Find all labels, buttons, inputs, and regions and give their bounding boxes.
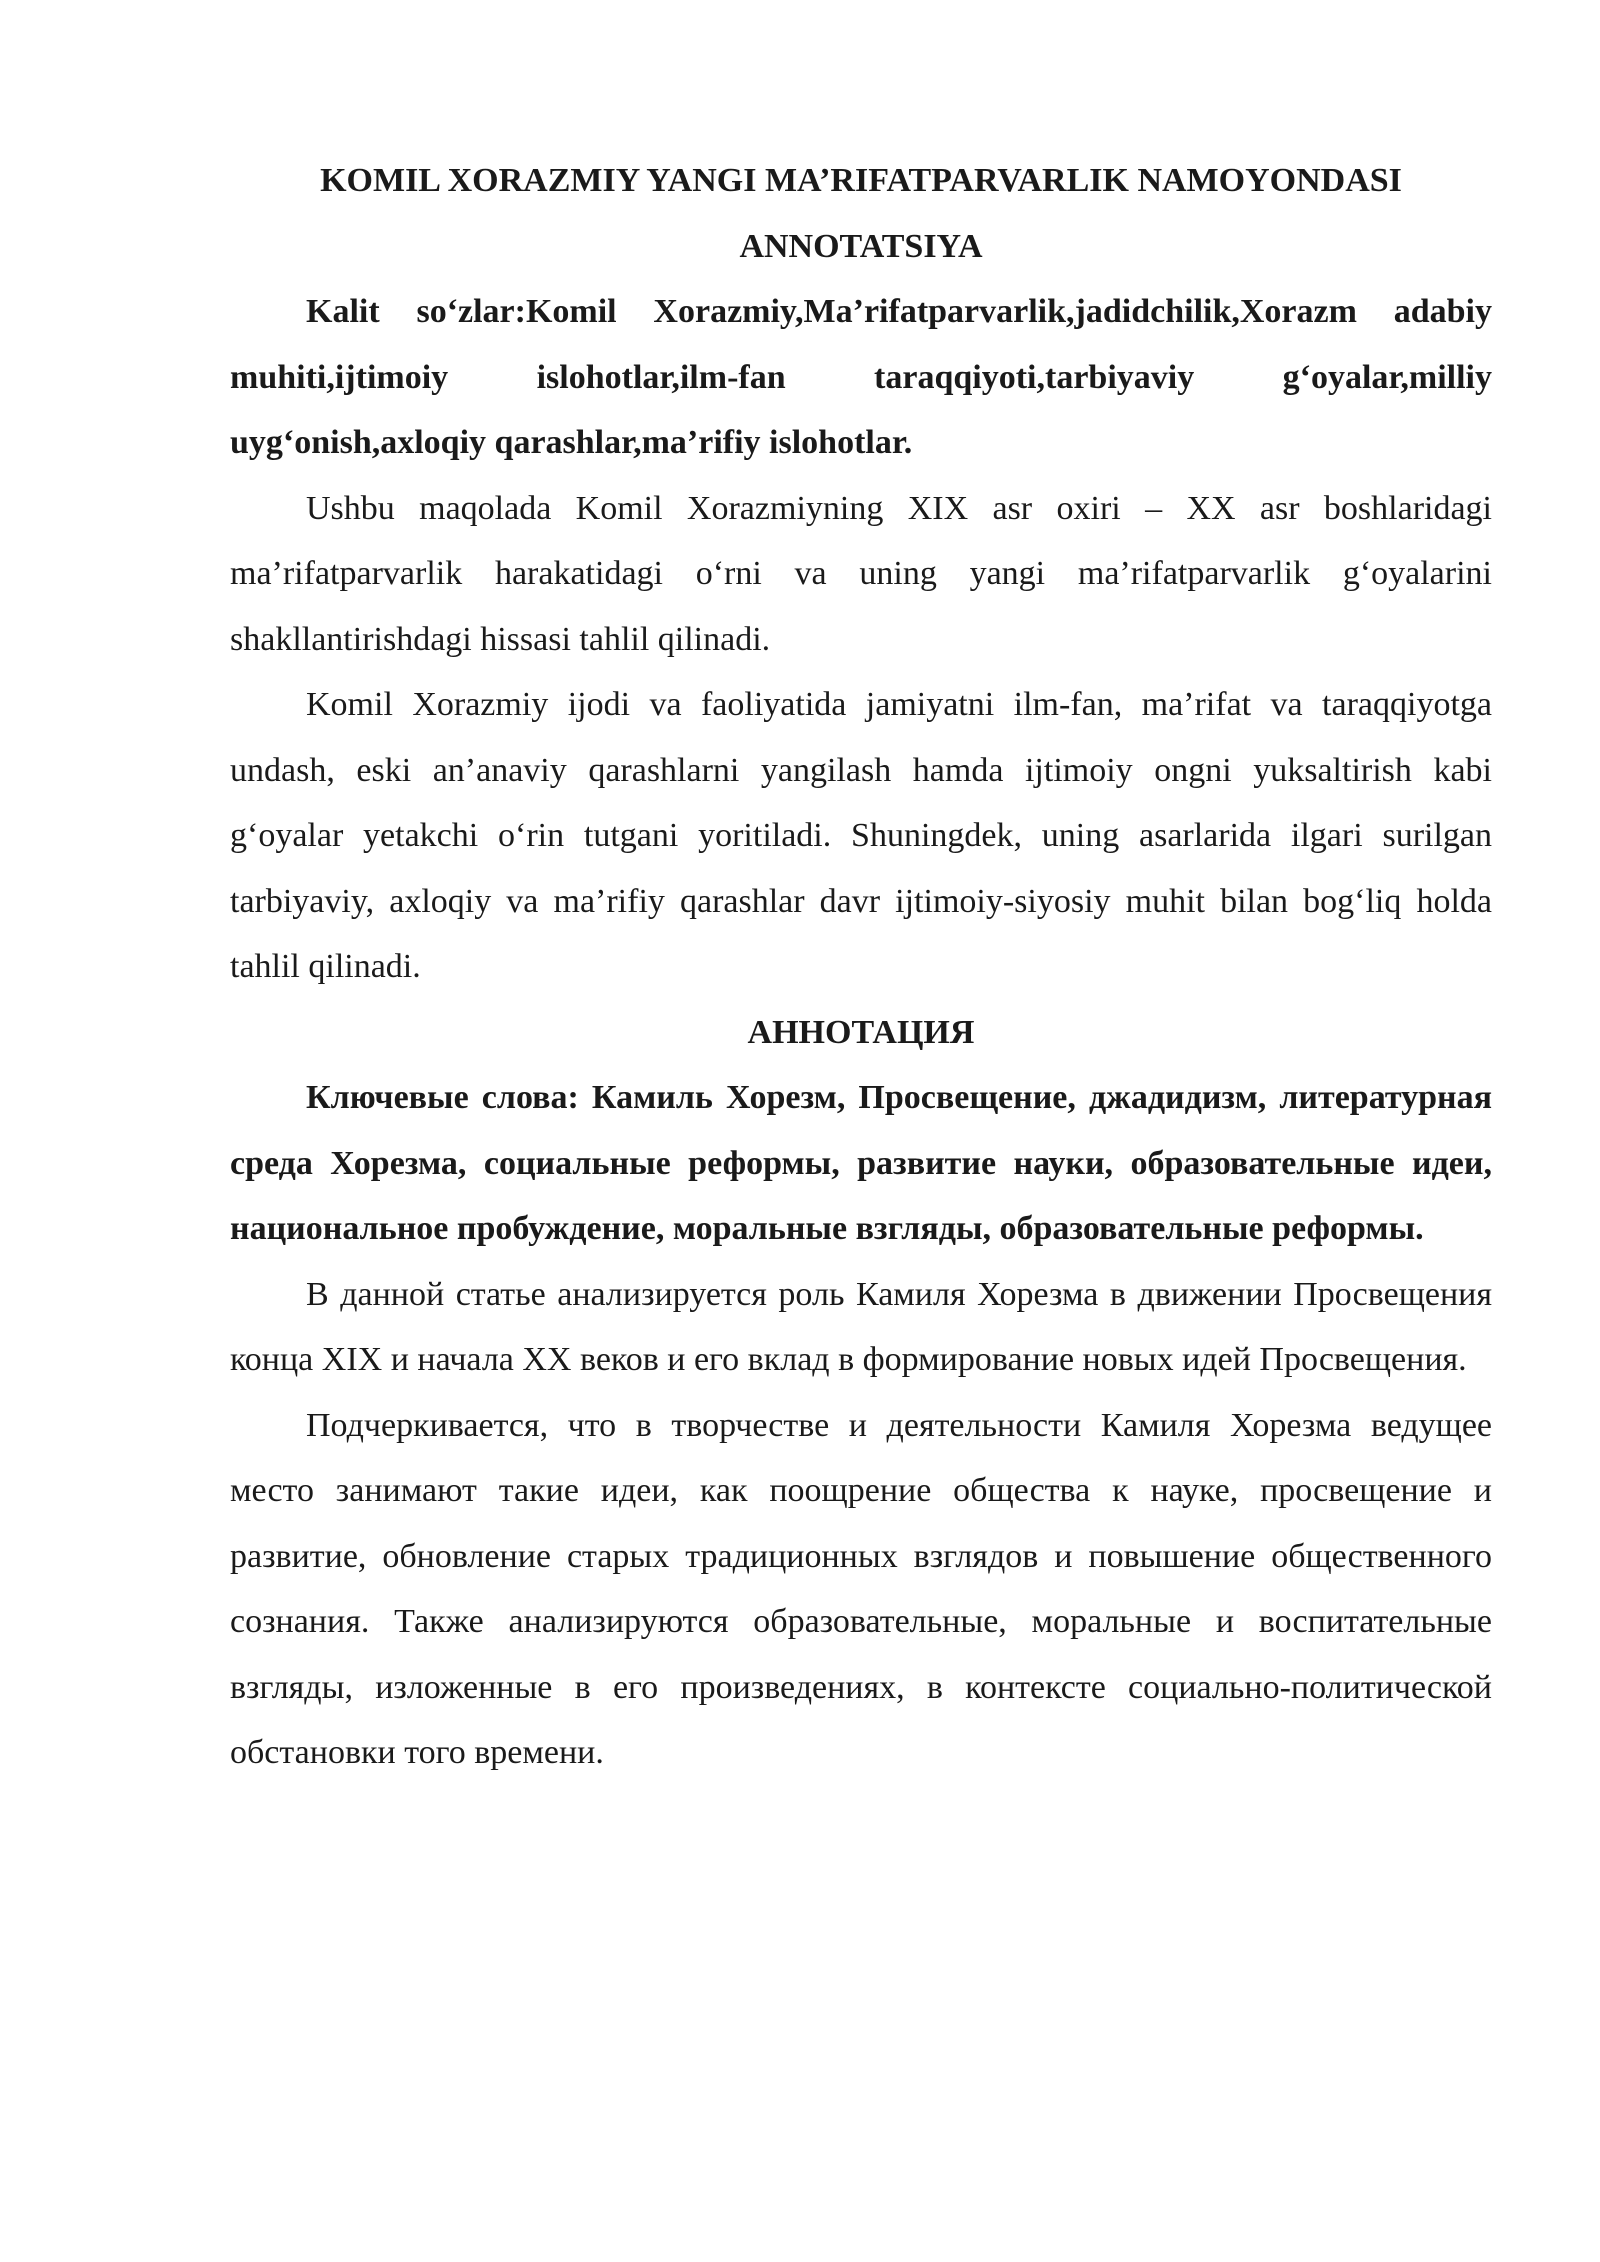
uz-annotation-heading: ANNOTATSIYA [739,227,983,265]
uz-keywords: Kalit so‘zlar:Komil Xorazmiy,Ma’rifatparvarlik,jadidchilik,Xorazm adabiy muhiti,ijtimoiy islohotlar,ilm-fan taraqqiyoti,tarbiyaviy g‘oyalar,milliy uyg‘onish,axloqiy qarashlar,ma’rifiy islohotlar. [230,293,1492,461]
ru-keywords: Ключевые слова: Камиль Хорезм, Просвещение, джадидизм, литературная среда Хорезма, социальные реформы, развитие науки, образовательные идеи, национальное пробуждение, моральные взгляды, образовательные реформы. [230,1079,1492,1247]
ru-paragraph-1: В данной статье анализируется роль Камиля Хорезма в движении Просвещения конца XIX и начала XX веков и его вклад в формирование новых идей Просвещения. [230,1275,1492,1378]
uz-paragraph-2: Komil Xorazmiy ijodi va faoliyatida jamiyatni ilm-fan, ma’rifat va taraqqiyotga undash, eski an’anaviy qarashlarni yangilash hamda ijtimoiy ongni yuksaltirish kabi g‘oyalar yetakchi o‘rin tutgani yoritiladi. Shuningdek, uning asarlarida ilgari surilgan tarbiyaviy, axloqiy va ma’rifiy qarashlar davr ijtimoiy-siyosiy muhit bilan bog‘liq holda tahlil qilinadi. [230,686,1492,985]
uz-paragraph-1: Ushbu maqolada Komil Xorazmiyning XIX asr oxiri – XX asr boshlaridagi ma’rifatparvarlik harakatidagi o‘rni va uning yangi ma’rifatparvarlik g‘oyalarini shakllantirishdagi hissasi tahlil qilinadi. [230,489,1492,658]
ru-paragraph-2: Подчеркивается, что в творчестве и деятельности Камиля Хорезма ведущее место занимают такие идеи, как поощрение общества к науке, просвещение и развитие, обновление старых традиционных взглядов и повышение общественного сознания. Также анализируются образовательные, моральные и воспитательные взгляды, изложенные в его произведениях, в контексте социально-политической обстановки того времени. [230,1406,1492,1771]
ru-annotation-heading: АННОТАЦИЯ [747,1013,975,1051]
article-title: KOMIL XORAZMIY YANGI MA’RIFATPARVARLIK NAMOYONDASI [320,162,1402,199]
document-page [230,148,1492,1786]
